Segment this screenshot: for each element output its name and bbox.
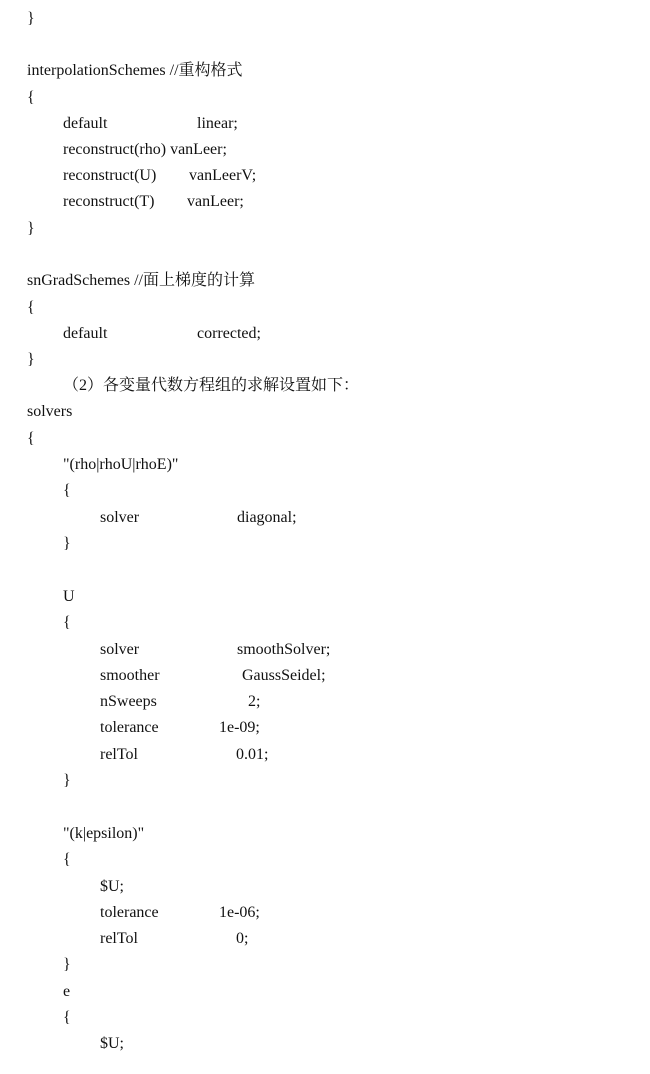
code-value: diagonal; — [237, 509, 297, 526]
code-token: reconstruct(rho) vanLeer; — [63, 141, 227, 158]
code-line — [0, 323, 650, 345]
code-token: } — [27, 351, 35, 368]
code-line — [0, 849, 650, 871]
code-token: （2）各变量代数方程组的求解设置如下： — [63, 377, 360, 394]
code-line — [0, 297, 650, 319]
code-token: } — [27, 220, 35, 237]
code-line — [0, 744, 650, 766]
code-token: reconstruct(U) — [63, 167, 157, 184]
code-token: { — [63, 614, 71, 631]
code-line — [0, 533, 650, 555]
code-token: snGradSchemes //面上梯度的计算 — [27, 272, 255, 289]
code-token: { — [63, 1009, 71, 1026]
code-token: e — [63, 983, 71, 1000]
code-line — [0, 480, 650, 502]
code-line — [0, 401, 650, 423]
code-token: solver — [100, 509, 140, 526]
code-token: "(k|epsilon)" — [63, 825, 145, 842]
code-line — [0, 428, 650, 450]
code-token: "(rho|rhoU|rhoE)" — [63, 456, 179, 473]
code-token: nSweeps — [100, 693, 157, 710]
code-token: tolerance — [100, 719, 159, 736]
code-line — [0, 876, 650, 898]
code-token: tolerance — [100, 904, 159, 921]
code-value: GaussSeidel; — [242, 667, 326, 684]
code-line — [0, 902, 650, 924]
code-line — [0, 87, 650, 109]
code-token: $U; — [100, 878, 124, 895]
code-line — [0, 375, 650, 397]
code-line — [0, 1033, 650, 1055]
code-line — [0, 454, 650, 476]
code-token: U — [63, 588, 75, 605]
code-token: } — [63, 535, 71, 552]
code-token: $U; — [100, 1035, 124, 1052]
blank-line — [0, 34, 650, 56]
code-token: } — [63, 956, 71, 973]
code-token: default — [63, 115, 108, 132]
code-value: 2; — [248, 693, 261, 710]
code-line — [0, 639, 650, 661]
code-token: { — [27, 299, 35, 316]
code-line — [0, 823, 650, 845]
code-value: vanLeerV; — [189, 167, 257, 184]
code-value: corrected; — [197, 325, 261, 342]
code-line — [0, 113, 650, 135]
code-token: } — [63, 772, 71, 789]
code-value: 0; — [236, 930, 249, 947]
code-line — [0, 954, 650, 976]
code-token: solver — [100, 641, 140, 658]
code-line — [0, 770, 650, 792]
code-line — [0, 586, 650, 608]
blank-line — [0, 559, 650, 581]
blank-line — [0, 244, 650, 266]
code-token: } — [27, 10, 35, 27]
code-line — [0, 1007, 650, 1029]
code-line — [0, 928, 650, 950]
code-token: relTol — [100, 746, 138, 763]
code-token: relTol — [100, 930, 138, 947]
code-value: 1e-09; — [219, 719, 260, 736]
code-token: smoother — [100, 667, 160, 684]
code-line — [0, 981, 650, 1003]
code-token: { — [63, 851, 71, 868]
code-token: reconstruct(T) — [63, 193, 155, 210]
code-value: linear; — [197, 115, 238, 132]
code-line — [0, 507, 650, 529]
code-value: smoothSolver; — [237, 641, 331, 658]
code-value: 0.01; — [236, 746, 269, 763]
code-line — [0, 218, 650, 240]
code-line — [0, 191, 650, 213]
code-token: solvers — [27, 403, 73, 420]
code-token: interpolationSchemes //重构格式 — [27, 62, 243, 79]
code-line — [0, 717, 650, 739]
code-line — [0, 60, 650, 82]
code-line — [0, 691, 650, 713]
code-value: 1e-06; — [219, 904, 260, 921]
code-line — [0, 8, 650, 30]
code-line — [0, 665, 650, 687]
code-line — [0, 612, 650, 634]
code-token: { — [27, 430, 35, 447]
code-token: { — [63, 482, 71, 499]
code-token: default — [63, 325, 108, 342]
code-token: { — [27, 89, 35, 106]
code-value: vanLeer; — [187, 193, 244, 210]
blank-line — [0, 796, 650, 818]
code-line — [0, 349, 650, 371]
code-line — [0, 139, 650, 161]
code-line — [0, 165, 650, 187]
code-line — [0, 270, 650, 292]
